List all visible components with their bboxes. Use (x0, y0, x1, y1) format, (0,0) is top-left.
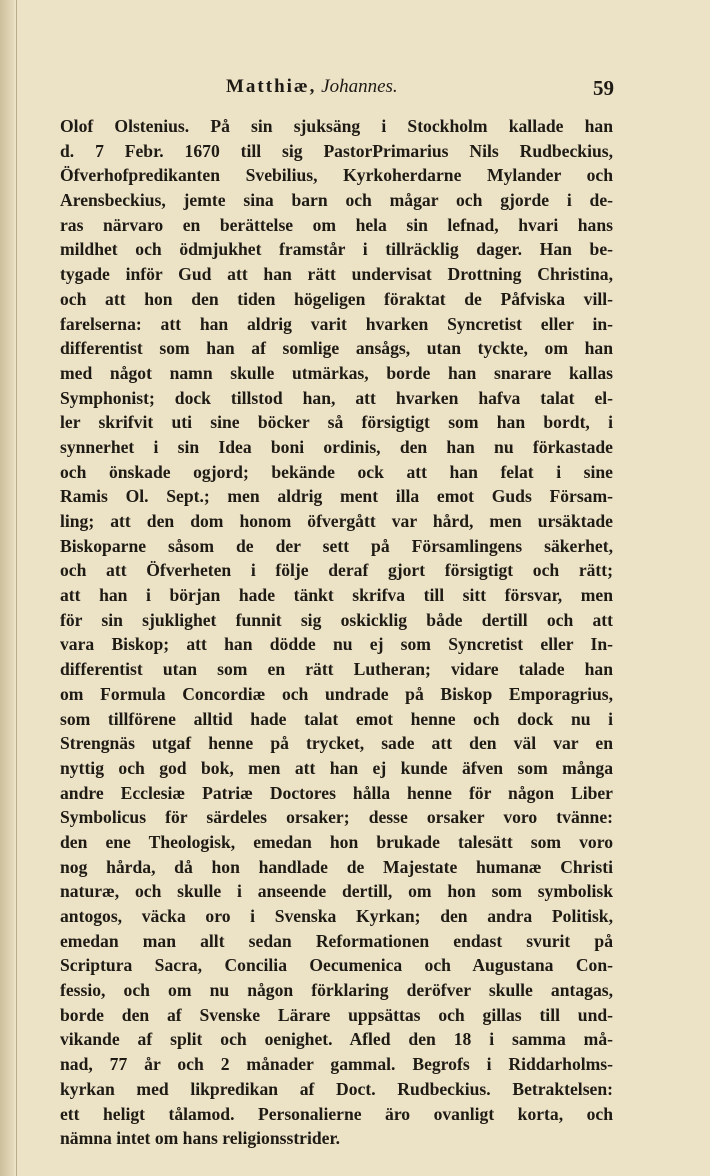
text-line: ler skrifvit uti sine böcker så försigtigt som han bordt, i (60, 412, 613, 433)
text-line: borde den af Svenske Lärare uppsättas och gillas till und- (60, 1004, 613, 1025)
text-line: och att hon den tiden högeligen föraktat de Påfviska vill- (60, 288, 613, 309)
text-line: nog hårda, då hon handlade de Majestate humanæ Christi (60, 856, 613, 877)
text-line: farelserna: att han aldrig varit hvarken Syncretist eller in- (60, 313, 613, 334)
text-line: Symphonist; dock tillstod han, att hvarken hafva talat el- (60, 387, 613, 408)
text-line: differentist som han af somlige ansågs, utan tyckte, om han (60, 338, 613, 359)
text-line: emedan man allt sedan Reformationen endast svurit på (60, 930, 613, 951)
page-edge (0, 0, 14, 1176)
text-line: och att Öfverheten i följe deraf gjort försigtigt och rätt; (60, 560, 613, 581)
text-line: att han i början hade tänkt skrifva till sitt försvar, men (60, 585, 613, 606)
running-title (226, 76, 398, 98)
text-line: Biskoparne såsom de der sett på Församlingens säkerhet, (60, 535, 613, 556)
text-line: naturæ, och skulle i anseende dertill, om hon som symbolisk (60, 881, 613, 902)
text-line: synnerhet i sin Idea boni ordinis, den han nu förkastade (60, 436, 613, 457)
text-line: som tillförene alltid hade talat emot henne och dock nu i (60, 708, 613, 729)
gutter-line (16, 0, 17, 1176)
text-line: med något namn skulle utmärkas, borde han snarare kallas (60, 362, 613, 383)
text-line: kyrkan med likpredikan af Doct. Rudbeckius. Betraktelsen: (60, 1078, 613, 1099)
text-line: Arensbeckius, jemte sina barn och mågar och gjorde i de- (60, 190, 613, 211)
text-line: ett heligt tålamod. Personalierne äro ovanligt korta, och (60, 1103, 613, 1124)
text-line: ling; att den dom honom öfvergått var hård, men ursäktade (60, 511, 613, 531)
text-line: fessio, och om nu någon förklaring deröfver skulle antagas, (60, 980, 613, 1001)
text-line: Scriptura Sacra, Concilia Oecumenica och Augustana Con- (60, 955, 613, 976)
text-line: för sin sjuklighet funnit sig oskicklig både dertill och att (60, 609, 613, 630)
text-line: och önskade ogjord; bekände ock att han felat i sine (60, 461, 613, 482)
text-line: nyttig och god bok, men att han ej kunde äfven som många (60, 757, 613, 778)
text-line: Symbolicus för särdeles orsaker; desse orsaker voro tvänne: (60, 807, 613, 828)
text-line: andre Ecclesiæ Patriæ Doctores hålla henne för någon Liber (60, 782, 613, 803)
text-line: ras närvaro en berättelse om hela sin lefnad, hvari hans (60, 214, 613, 235)
text-line: Ramis Ol. Sept.; men aldrig ment illa emot Guds Försam- (60, 486, 613, 507)
text-line: vikande af split och oenighet. Afled den 18 i samma må- (60, 1029, 613, 1050)
text-line: nad, 77 år och 2 månader gammal. Begrofs i Riddarholms- (60, 1054, 613, 1075)
text-line: Olof Olstenius. På sin sjuksäng i Stockholm kallade han (60, 116, 613, 136)
running-title-prefix: Matthiæ, (226, 76, 317, 97)
page-number: 59 (593, 76, 614, 100)
text-line: den ene Theologisk, emedan hon brukade talesätt som voro (60, 831, 613, 852)
running-title-name: Johannes. (321, 76, 398, 97)
body-text (60, 114, 613, 1151)
text-line: vara Biskop; att han dödde nu ej som Syncretist eller In- (60, 634, 613, 655)
text-line: antogos, väcka oro i Svenska Kyrkan; den andra Politisk, (60, 906, 613, 926)
text-line: mildhet och ödmjukhet framstår i tillräcklig dager. Han be- (60, 239, 613, 260)
text-line: nämna intet om hans religionsstrider. (60, 1128, 341, 1149)
text-line: d. 7 Febr. 1670 till sig PastorPrimarius Nils Rudbeckius, (60, 140, 613, 161)
text-line: differentist utan som en rätt Lutheran; vidare talade han (60, 659, 613, 680)
text-line: tygade inför Gud att han rätt undervisat Drottning Christina, (60, 264, 613, 285)
text-line: om Formula Concordiæ och undrade på Biskop Emporagrius, (60, 683, 613, 704)
text-line: Öfverhofpredikanten Svebilius, Kyrkoherdarne Mylander och (60, 165, 613, 186)
text-line: Strengnäs utgaf henne på trycket, sade att den väl var en (60, 733, 613, 754)
running-head (56, 76, 614, 104)
